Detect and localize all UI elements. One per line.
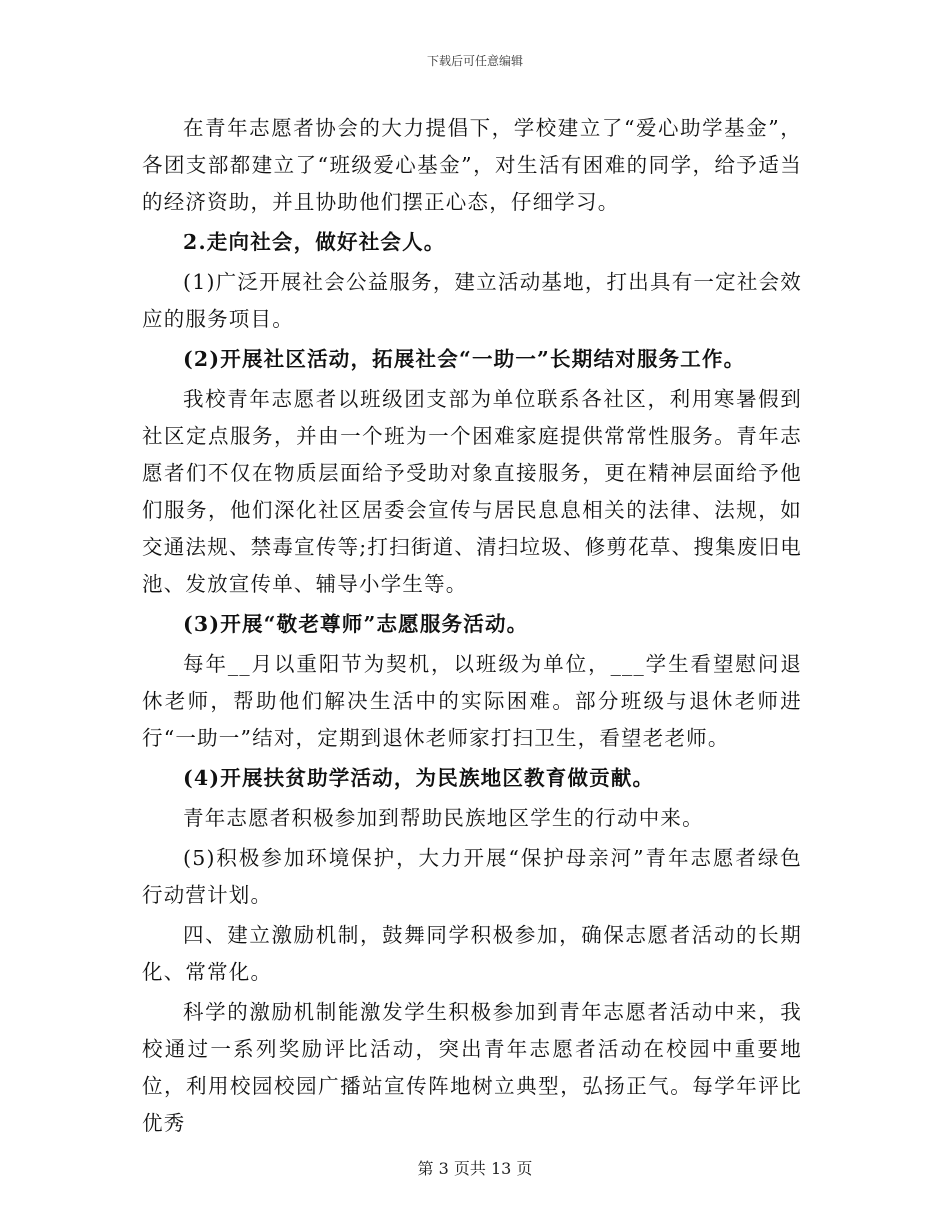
page-header: 下载后可任意编辑 <box>426 54 523 68</box>
heading-community: (2)开展社区活动，拓展社会“一助一”长期结对服务工作。 <box>183 347 746 371</box>
heading-incentive: 四、建立激励机制，鼓舞同学积极参加，确保志愿者活动的长期化、常常化。 <box>142 923 802 984</box>
heading-poverty-aid: (4)开展扶贫助学活动，为民族地区教育做贡献。 <box>183 766 655 790</box>
paragraph-poverty-aid: 青年志愿者积极参加到帮助民族地区学生的行动中来。 <box>183 806 704 830</box>
document-body <box>142 110 802 1145</box>
paragraph-respect-elders: 每年__月以重阳节为契机，以班级为单位，___学生看望慰问退休老师，帮助他们解决生活中的实际困难。部分班级与退休老师进行“一助一”结对，定期到退休老师家打扫卫生，看望老老师。 <box>142 652 802 750</box>
paragraph-public-service: (1)广泛开展社会公益服务，建立活动基地，打出具有一定社会效应的服务项目。 <box>142 270 802 331</box>
heading-society: 2.走向社会，做好社会人。 <box>183 230 446 254</box>
paragraph-environment: (5)积极参加环境保护，大力开展“保护母亲河”青年志愿者绿色行动营计划。 <box>142 846 802 907</box>
heading-respect-elders: (3)开展“敬老尊师”志愿服务活动。 <box>183 612 529 636</box>
paragraph-fund: 在青年志愿者协会的大力提倡下，学校建立了“爱心助学基金”，各团支部都建立了“班级爱心基金”，对生活有困难的同学，给予适当的经济资助，并且协助他们摆正心态，仔细学习。 <box>142 116 802 214</box>
page-footer: 第 3 页共 13 页 <box>417 1159 533 1178</box>
paragraph-community: 我校青年志愿者以班级团支部为单位联系各社区，利用寒暑假到社区定点服务，并由一个班为一个困难家庭提供常常性服务。青年志愿者们不仅在物质层面给予受助对象直接服务，更在精神层面给予他们服务，他们深化社区居委会宣传与居民息息相关的法律、法规，如交通法规、禁毒宣传等;打扫街道、清扫垃圾、修剪花草、搜集废旧电池、发放宣传单、辅导小学生等。 <box>142 387 802 596</box>
paragraph-incentive: 科学的激励机制能激发学生积极参加到青年志愿者活动中来，我校通过一系列奖励评比活动，突出青年志愿者活动在校园中重要地位，利用校园校园广播站宣传阵地树立典型，弘扬正气。每学年评比优秀 <box>142 1000 802 1135</box>
